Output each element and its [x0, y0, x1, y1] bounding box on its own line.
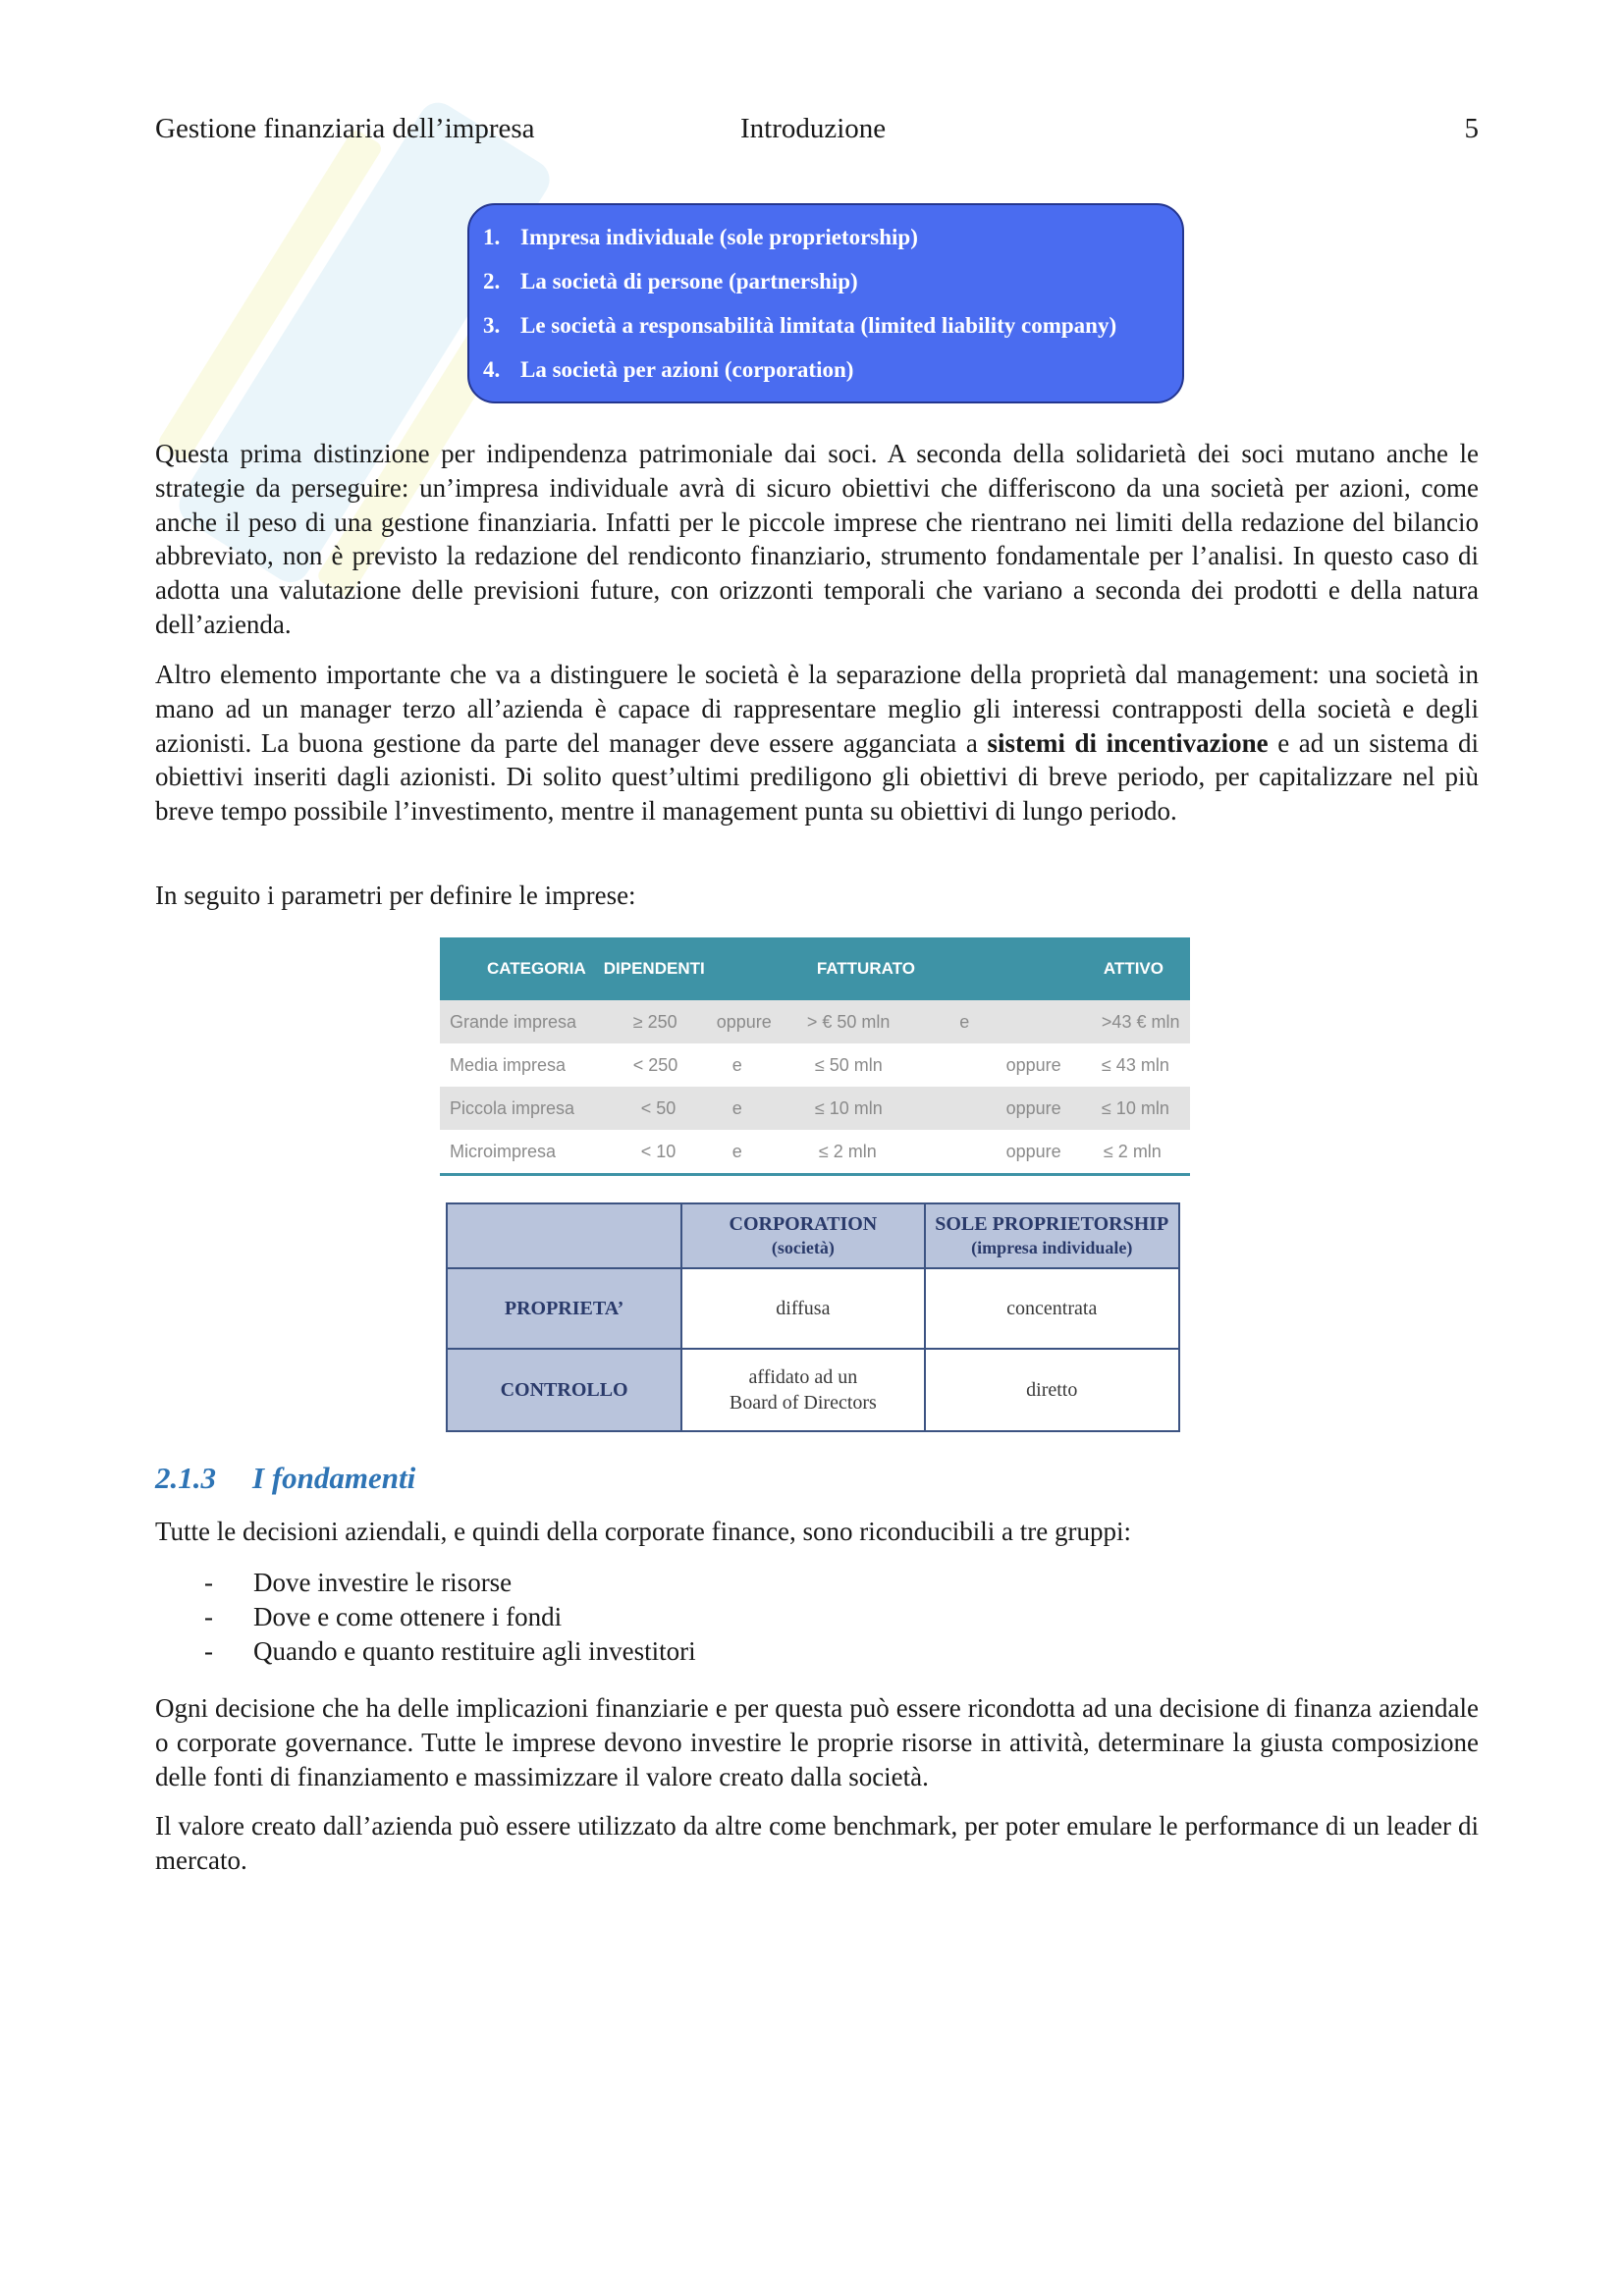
- col-attivo: ATTIVO: [1098, 937, 1190, 1000]
- page-number: 5: [1464, 113, 1479, 144]
- company-types-box: [467, 203, 1184, 403]
- page-header: [155, 113, 1479, 152]
- col-categoria: CATEGORIA: [440, 937, 586, 1000]
- col-dipendenti: DIPENDENTI: [586, 937, 705, 1000]
- paragraph-distinction: Questa prima distinzione per indipendenza patrimoniale dai soci. A seconda della solidarietà dei soci mutano anche le strategie da perseguire: un’impresa individuale avrà di sicuro obiettivi che differiscono da una società per azioni, come anche il peso di una gestione finanziaria. Infatti per le piccole imprese che rientrano nei limiti della redazione del bilancio abbreviato, non è previsto la redazione del rendiconto finanziario, strumento fondamentale per l’analisi. In questo caso di adotta una valutazione delle previsioni future, con orizzonti temporali che variano a seconda dei prodotti e della natura dell’azienda.: [155, 439, 1479, 639]
- paragraph-financial-decisions: Ogni decisione che ha delle implicazioni finanziarie e per questa può essere ricondotta ad una decisione di finanza aziendale o corporate governance. Tutte le imprese devono investire le proprie risorse in attività, determinare la giusta composizione delle fonti di finanziamento e massimizzare il valore creato dalla società.: [155, 1693, 1479, 1791]
- list-item: - Dove e come ottenere i fondi: [204, 1602, 563, 1631]
- table-row: CONTROLLO affidato ad un Board of Directors diretto: [447, 1349, 1179, 1431]
- company-types-list: [483, 215, 1182, 392]
- governance-comparison-table: [446, 1202, 1180, 1432]
- list-item: 3. Le società a responsabilità limitata (limited liability company): [483, 313, 1117, 338]
- col-fatturato: FATTURATO: [797, 937, 922, 1000]
- header-chapter: Introduzione: [740, 113, 887, 144]
- table-row: Microimpresa < 10 e ≤ 2 mln oppure ≤ 2 mln: [440, 1130, 1190, 1175]
- paragraph-benchmark: Il valore creato dall’azienda può essere utilizzato da altre come benchmark, per poter emulare le performance di un leader di mercato.: [155, 1811, 1479, 1875]
- section-heading: 2.1.3 I fondamenti: [155, 1461, 416, 1495]
- table-row: PROPRIETA’ diffusa concentrata: [447, 1268, 1179, 1349]
- table-header-row: [440, 937, 1190, 1000]
- col-sole-proprietorship: SOLE PROPRIETORSHIP (impresa individuale): [925, 1203, 1179, 1268]
- paragraph-parameters-intro: In seguito i parametri per definire le imprese:: [155, 881, 636, 910]
- header-title: Gestione finanziaria dell’impresa: [155, 113, 535, 144]
- paragraph-decisions-intro: Tutte le decisioni aziendali, e quindi della corporate finance, sono riconducibili a tre gruppi:: [155, 1517, 1131, 1546]
- list-item: - Quando e quanto restituire agli investitori: [204, 1636, 696, 1666]
- table-row: Media impresa < 250 e ≤ 50 mln oppure ≤ 43 mln: [450, 1054, 1169, 1075]
- table-header-row: [447, 1203, 1179, 1268]
- table-row: Piccola impresa < 50 e ≤ 10 mln oppure ≤ 10 mln: [440, 1087, 1190, 1130]
- list-item: 1. Impresa individuale (sole proprietorship): [483, 225, 918, 249]
- company-category-table: [440, 937, 1190, 1176]
- list-item: 2. La società di persone (partnership): [483, 269, 858, 294]
- paragraph-management: Altro elemento importante che va a distinguere le società è la separazione della proprietà dal management: una società in mano ad un manager terzo all’azienda è capace di rappresentare meglio gli interessi contrapposti della società e degli azionisti. La buona gestione da parte del manager deve essere agganciata a sistemi di incentivazione e ad un sistema di obiettivi inseriti dagli azionisti. Di solito quest’ultimi prediligono gli obiettivi di breve periodo, per capitalizzare nel più breve tempo possibile l’investimento, mentre il management punta su obiettivi di lungo periodo.: [155, 660, 1480, 827]
- emphasis-incentive-systems: sistemi di incentivazione: [987, 727, 1269, 758]
- list-item: - Dove investire le risorse: [204, 1568, 513, 1597]
- list-item: 4. La società per azioni (corporation): [483, 357, 854, 382]
- table-row: Grande impresa ≥ 250 oppure > € 50 mln e >43 € mln: [440, 1000, 1190, 1043]
- col-corporation: CORPORATION (società): [681, 1203, 924, 1268]
- decision-groups-list: [204, 1566, 696, 1669]
